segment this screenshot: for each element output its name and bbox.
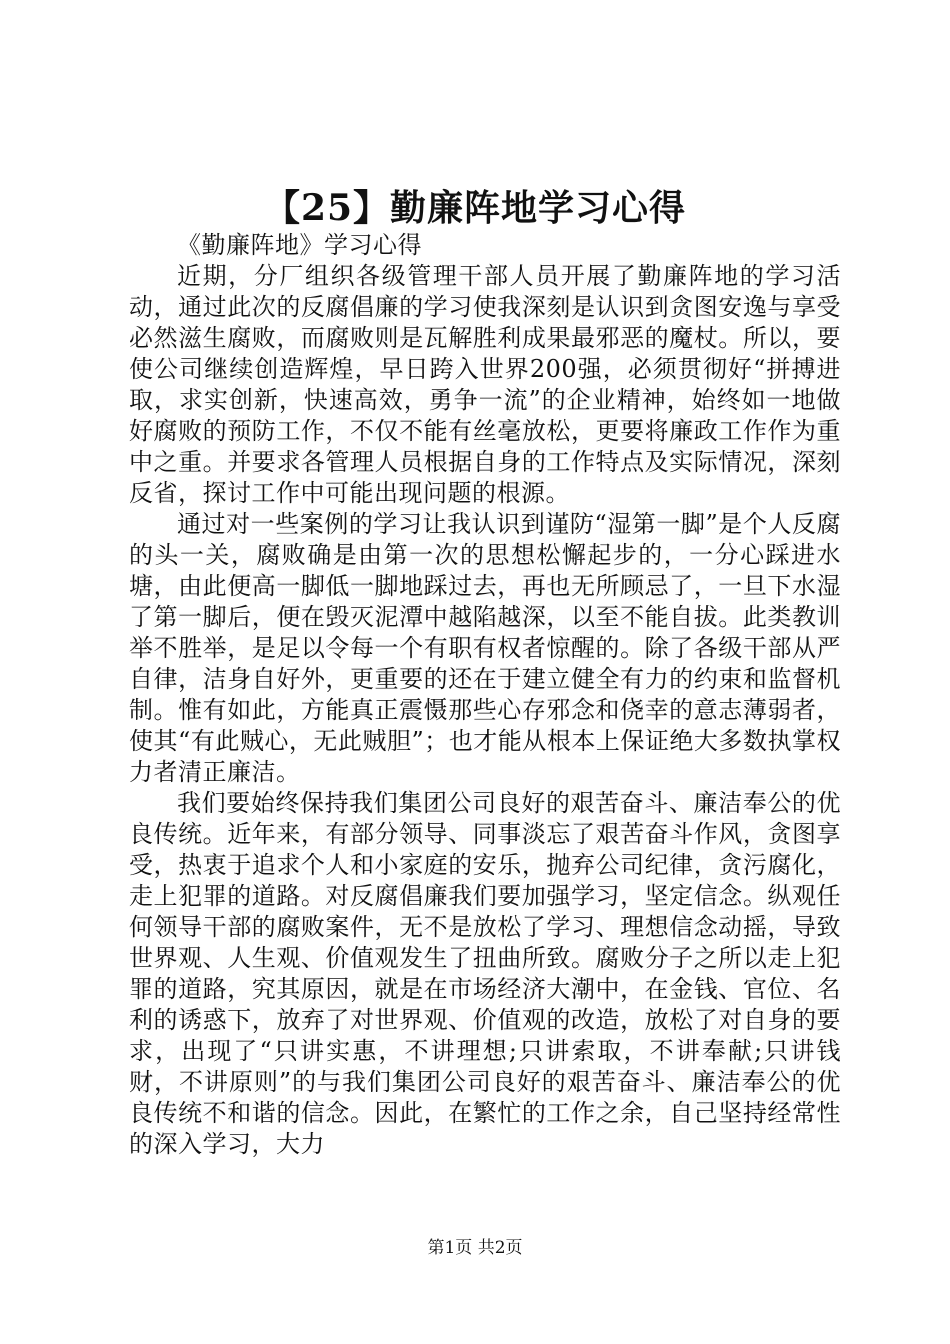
document-body <box>129 230 841 1160</box>
paragraph-2: 通过对一些案例的学习让我认识到谨防“湿第一脚”是个人反腐的头一关，腐败确是由第一次的思想松懈起步的，一分心踩进水塘，由此便高一脚低一脚地踩过去，再也无所顾忌了，一旦下水湿了第一脚后，便在毁灭泥潭中越陷越深，以至不能自拔。此类教训举不胜举，是足以令每一个有职有权者惊醒的。除了各级干部从严自律，洁身自好外，更重要的还在于建立健全有力的约束和监督机制。惟有如此，方能真正震慑那些心存邪念和侥幸的意志薄弱者，使其“有此贼心，无此贼胆”；也才能从根本上保证绝大多数执掌权力者清正廉洁。 <box>129 510 841 786</box>
page-footer: 第1页 共2页 <box>427 1238 523 1258</box>
paragraph-1: 近期，分厂组织各级管理干部人员开展了勤廉阵地的学习活动，通过此次的反腐倡廉的学习使我深刻是认识到贪图安逸与享受必然滋生腐败，而腐败则是瓦解胜利成果最邪恶的魔杖。所以，要使公司继续创造辉煌，早日跨入世界200强，必须贯彻好“拼搏进取，求实创新，快速高效，勇争一流”的企业精神，始终如一地做好腐败的预防工作，不仅不能有丝毫放松，更要将廉政工作作为重中之重。并要求各管理人员根据自身的工作特点及实际情况，深刻反省，探讨工作中可能出现问题的根源。 <box>129 262 841 507</box>
document-subtitle: 《勤廉阵地》学习心得 <box>177 231 422 259</box>
document-title: 【25】勤廉阵地学习心得 <box>263 187 687 229</box>
paragraph-3: 我们要始终保持我们集团公司良好的艰苦奋斗、廉洁奉公的优良传统。近年来，有部分领导、同事淡忘了艰苦奋斗作风，贪图享受，热衷于追求个人和小家庭的安乐，抛弃公司纪律，贪污腐化，走上犯罪的道路。对反腐倡廉我们要加强学习，坚定信念。纵观任何领导干部的腐败案件，无不是放松了学习、理想信念动摇，导致世界观、人生观、价值观发生了扭曲所致。腐败分子之所以走上犯罪的道路，究其原因，就是在市场经济大潮中，在金钱、官位、名利的诱惑下，放弃了对世界观、价值观的改造，放松了对自身的要求，出现了“只讲实惠，不讲理想;只讲索取，不讲奉献;只讲钱财，不讲原则”的与我们集团公司良好的艰苦奋斗、廉洁奉公的优良传统不和谐的信念。因此，在繁忙的工作之余，自己坚持经常性的深入学习，大力 <box>129 789 841 1158</box>
